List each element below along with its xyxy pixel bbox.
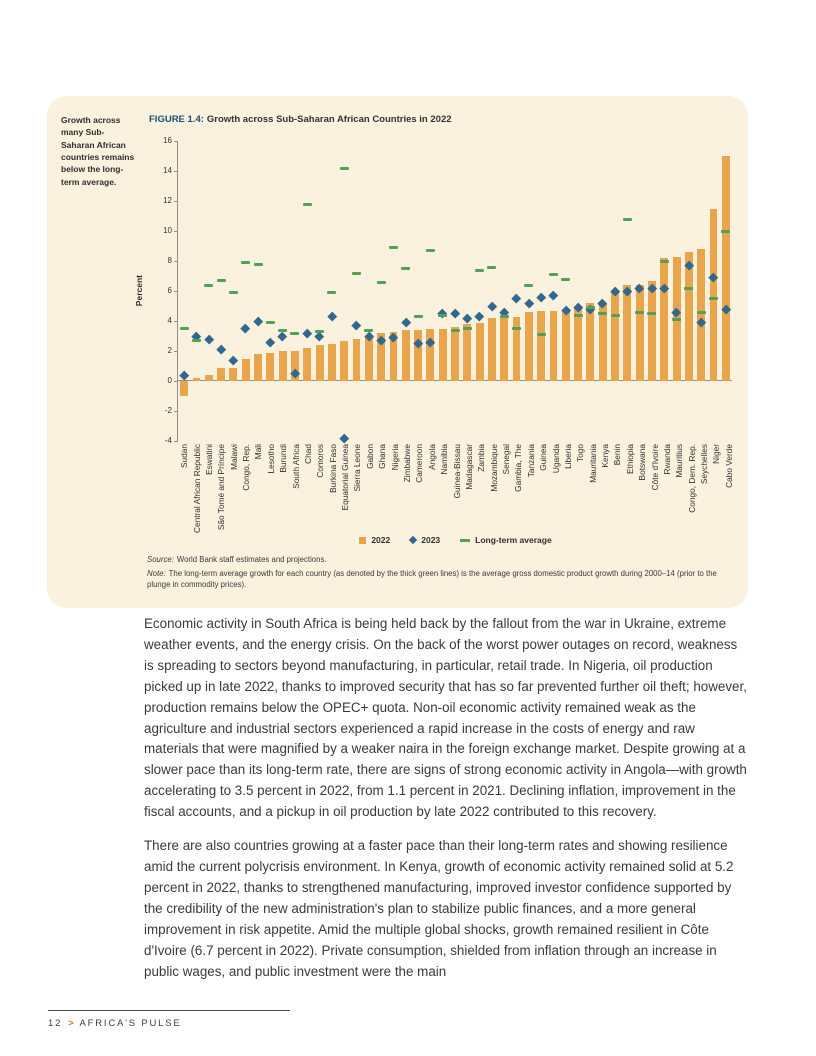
bar-2022	[550, 311, 558, 382]
long-term-average-dash	[524, 284, 533, 287]
bar-2022	[242, 359, 250, 382]
long-term-average-dash	[327, 291, 336, 294]
x-axis-label-text: Sierra Leone	[352, 444, 363, 492]
bar-2022	[636, 285, 644, 381]
page-footer	[48, 1010, 290, 1029]
x-axis-label-text: Cameroon	[414, 444, 425, 483]
x-axis-label-text: Nigeria	[389, 444, 400, 471]
long-term-average-dash	[598, 312, 607, 315]
diamond-2023	[450, 309, 459, 318]
note-text: The long-term average growth for each country (as denoted by the thick green lines) is the average gross domestic product growth during 2000–14 (prior to the plunge in commodity prices).	[147, 568, 717, 589]
x-axis-label-text: Uganda	[550, 444, 561, 474]
long-term-average-dash	[537, 333, 546, 336]
x-axis-label-text: Equatorial Guinea	[340, 444, 351, 511]
long-term-average-dash	[684, 287, 693, 290]
bar-2022	[328, 344, 336, 382]
x-axis-label-text: Comoros	[315, 444, 326, 478]
long-term-average-dash	[192, 339, 201, 342]
x-axis-labels	[177, 441, 734, 533]
bar-2022	[316, 345, 324, 381]
legend-label: 2022	[371, 535, 391, 545]
legend-bar-marker	[359, 537, 366, 544]
long-term-average-dash	[315, 330, 324, 333]
y-axis-tick-label: 0	[167, 376, 172, 385]
bar-2022	[426, 329, 434, 382]
x-axis-label-text: Zambia	[476, 444, 487, 472]
y-axis-tick-label: -4	[164, 436, 172, 445]
bar-2022	[229, 368, 237, 382]
long-term-average-dash	[463, 327, 472, 330]
legend-item	[359, 535, 390, 545]
diamond-2023	[524, 298, 533, 307]
x-axis-label-text: Mozambique	[488, 444, 499, 492]
bar-2022	[488, 318, 496, 381]
y-axis-title	[133, 141, 145, 441]
diamond-2023	[241, 324, 250, 333]
diamond-2023	[549, 291, 558, 300]
x-axis-label-text: Seychelles	[699, 444, 710, 485]
chart	[134, 136, 732, 445]
bar-2022	[660, 258, 668, 381]
bar-2022	[648, 281, 656, 382]
x-axis-label-text: Burundi	[278, 444, 289, 473]
bar-2022	[365, 336, 373, 381]
long-term-average-dash	[709, 297, 718, 300]
bar-2022	[586, 303, 594, 381]
x-axis-label-text: Lesotho	[265, 444, 276, 474]
long-term-average-dash	[721, 230, 730, 233]
x-axis-label-text: South Africa	[290, 444, 301, 489]
legend-item	[460, 535, 552, 545]
x-axis-label-text: Mauritius	[674, 444, 685, 478]
bar-2022	[623, 285, 631, 381]
x-axis-label-text: Togo	[575, 444, 586, 462]
diamond-2023	[512, 294, 521, 303]
long-term-average-dash	[389, 246, 398, 249]
y-axis-tick-mark	[174, 291, 178, 292]
x-axis-label-text: Liberia	[562, 444, 573, 469]
diamond-2023	[475, 312, 484, 321]
bar-2022	[402, 330, 410, 381]
diamond-2023	[327, 312, 336, 321]
long-term-average-dash	[611, 314, 620, 317]
x-axis-label-text: Congo, Rep.	[241, 444, 252, 491]
bar-2022	[697, 249, 705, 381]
long-term-average-dash	[586, 306, 595, 309]
diamond-2023	[463, 313, 472, 322]
y-axis-tick-mark	[174, 171, 178, 172]
x-axis-label-text: Zimbabwe	[401, 444, 412, 483]
x-axis-label-text: São Tomé and Príncipe	[216, 444, 227, 531]
x-axis-label-text: Benin	[612, 444, 623, 466]
x-axis-label-text: Central African Republic	[191, 444, 202, 534]
diamond-2023	[303, 328, 312, 337]
long-term-average-dash	[487, 266, 496, 269]
x-axis-label-text: Eswatini	[203, 444, 214, 475]
diamond-2023	[401, 318, 410, 327]
long-term-average-dash	[512, 327, 521, 330]
y-axis-tick-label: 14	[163, 166, 172, 175]
bar-2022	[476, 323, 484, 382]
legend-label: 2023	[421, 535, 441, 545]
footer-chevron: >	[68, 1018, 76, 1029]
x-axis-label-text: Guinea-Bissau	[451, 444, 462, 499]
long-term-average-dash	[352, 272, 361, 275]
diamond-2023	[266, 337, 275, 346]
y-axis-tick-label: 16	[163, 136, 172, 145]
long-term-average-dash	[278, 329, 287, 332]
long-term-average-dash	[426, 249, 435, 252]
diamond-2023	[204, 334, 213, 343]
figure-panel	[47, 96, 748, 608]
y-axis-tick-label: -2	[164, 406, 172, 415]
y-axis-tick-label: 12	[163, 196, 172, 205]
bar-2022	[279, 351, 287, 381]
figure-footnotes	[147, 555, 734, 591]
x-axis-label-text: Madagascar	[463, 444, 474, 490]
body-paragraph-2: There are also countries growing at a faster pace than their long-term rates and showing resilience amid the current polycrisis environment. In Kenya, growth of economic activity remained solid at 5.2 percent in 2022, thanks to strengthened manufacturing, improved investor confidence supported by the credibility of the new administration's plan to stabilize public finances, and a more general improvement in risk appetite. Amid the multiple global shocks, growth remained resilient in Côte d'Ivoire (6.7 percent in 2022). Private consumption, shielded from inflation through an increase in public wages, and public investment were the main	[144, 838, 734, 979]
diamond-2023	[229, 355, 238, 364]
bar-2022	[574, 308, 582, 382]
x-axis-label-text: Niger	[711, 444, 722, 464]
source-text: World Bank staff estimates and projections.	[176, 555, 327, 564]
x-axis-label-text: Gabon	[364, 444, 375, 469]
long-term-average-dash	[204, 284, 213, 287]
footer-report-title: AFRICA'S PULSE	[79, 1018, 182, 1029]
long-term-average-dash	[414, 315, 423, 318]
legend-item	[410, 535, 440, 545]
x-axis-label-text: Angola	[426, 444, 437, 470]
long-term-average-dash	[229, 291, 238, 294]
y-axis-tick-mark	[174, 141, 178, 142]
long-term-average-dash	[574, 314, 583, 317]
x-axis-label-text: Cabo Verde	[723, 444, 734, 488]
bar-2022	[439, 329, 447, 382]
body-paragraph-1: Economic activity in South Africa is being held back by the fallout from the war in Ukraine, extreme weather events, and the energy crisis. On the back of the worst power outages on record, weakness is spreading to sectors beyond manufacturing, in particular, retail trade. In Nigeria, oil production picked up in late 2022, thanks to improved security that has so far prevented further oil theft; however, production remains below the OPEC+ quota. Non-oil economic activity remained weak as the agriculture and industrial sectors experienced a rapid increase in the costs of energy and raw materials that were magnified by a weaker naira in the foreign exchange market. Despite growing at a slower pace than its long-term rate, there are signs of strong economic activity in Angola—with growth accelerating to 3.5 percent in 2022, from 1.1 percent in 2021. Declining inflation, improvement in the fiscal accounts, and a pickup in oil production by late 2022 contributed to this recovery.	[144, 616, 747, 820]
y-axis-tick-mark	[174, 351, 178, 352]
long-term-average-dash	[217, 279, 226, 282]
long-term-average-dash	[303, 203, 312, 206]
y-axis-tick-mark	[174, 201, 178, 202]
bar-2022	[525, 312, 533, 381]
bar-2022	[205, 375, 213, 381]
x-axis-label-text: Senegal	[501, 444, 511, 475]
diamond-2023	[216, 345, 225, 354]
chart-legend	[177, 535, 734, 545]
y-axis-title-text: Percent	[134, 275, 144, 307]
x-axis-label-text: Rwanda	[661, 444, 672, 475]
x-axis-label-text: Sudan	[179, 444, 190, 468]
bar-2022	[611, 291, 619, 381]
long-term-average-dash	[635, 311, 644, 314]
bar-2022	[254, 354, 262, 381]
figure-source-line	[147, 555, 734, 566]
long-term-average-dash	[241, 261, 250, 264]
figure-title	[149, 114, 734, 125]
figure-number-label: FIGURE 1.4:	[149, 114, 204, 125]
bar-2022	[562, 309, 570, 381]
long-term-average-dash	[364, 329, 373, 332]
plot-area	[163, 136, 732, 445]
bar-2022	[537, 311, 545, 382]
source-label: Source:	[147, 555, 174, 564]
y-axis-tick-label: 2	[167, 346, 172, 355]
diamond-2023	[487, 301, 496, 310]
long-term-average-dash	[266, 321, 275, 324]
diamond-2023	[180, 370, 189, 379]
bar-2022	[266, 353, 274, 382]
y-axis-tick-label: 6	[167, 286, 172, 295]
bar-2022	[217, 368, 225, 382]
page-number: 12	[48, 1018, 63, 1029]
x-axis-label-text: Kenya	[600, 444, 611, 468]
figure-sidenote: Growth across many Sub-Saharan African countries remains below the long-term average.	[61, 115, 135, 187]
long-term-average-dash	[340, 167, 349, 170]
long-term-average-dash	[500, 315, 509, 318]
figure-title-text: Growth across Sub-Saharan African Countries in 2022	[206, 114, 452, 125]
long-term-average-dash	[475, 269, 484, 272]
figure-content	[134, 112, 734, 594]
legend-dash-marker	[460, 539, 470, 542]
bar-2022	[685, 252, 693, 381]
bar-2022	[451, 327, 459, 381]
x-axis-label-text: Burkina Faso	[327, 444, 338, 493]
figure-note-line	[147, 569, 734, 591]
note-label: Note:	[147, 568, 166, 578]
y-axis-tick-label: 10	[163, 226, 172, 235]
bar-2022	[463, 324, 471, 381]
x-axis-label-text: Ghana	[377, 444, 388, 469]
bar-2022	[722, 156, 730, 381]
long-term-average-dash	[561, 278, 570, 281]
diamond-2023	[352, 321, 361, 330]
bar-2022	[193, 378, 201, 381]
long-term-average-dash	[290, 332, 299, 335]
long-term-average-dash	[401, 267, 410, 270]
bar-2022	[353, 339, 361, 381]
bar-2022	[303, 348, 311, 381]
x-axis-label-text: Chad	[302, 444, 313, 464]
bar-2022	[710, 209, 718, 382]
body-text	[144, 614, 748, 995]
x-axis-label-text: Mali	[253, 444, 264, 460]
legend-label: Long-term average	[475, 535, 552, 545]
legend-diamond-marker	[409, 536, 417, 544]
bar-2022	[340, 341, 348, 382]
x-axis-label-text: Gambia, The	[513, 444, 524, 492]
x-axis-label-text: Guinea	[538, 444, 549, 471]
x-axis-label-text: Malawi	[228, 444, 239, 470]
x-axis-label-text: Ethiopia	[624, 444, 635, 474]
y-axis-tick-mark	[174, 411, 178, 412]
long-term-average-dash	[438, 314, 447, 317]
y-axis-tick-mark	[174, 231, 178, 232]
x-axis-label-text: Namibia	[439, 444, 450, 475]
x-axis-label-text: Tanzania	[525, 444, 536, 478]
diamond-2023	[278, 331, 287, 340]
y-axis-tick-label: 8	[167, 256, 172, 265]
x-axis-label-text: Mauritania	[587, 444, 598, 483]
long-term-average-dash	[672, 318, 681, 321]
long-term-average-dash	[180, 327, 189, 330]
long-term-average-dash	[623, 218, 632, 221]
y-axis-tick-label: 4	[167, 316, 172, 325]
x-axis-label-text: Côte d'Ivoire	[649, 444, 660, 491]
diamond-2023	[537, 292, 546, 301]
bar-2022	[180, 381, 188, 396]
diamond-2023	[253, 316, 262, 325]
y-axis-tick-mark	[174, 321, 178, 322]
bar-2022	[500, 318, 508, 381]
x-axis-label-text: Botswana	[637, 444, 648, 481]
long-term-average-dash	[647, 312, 656, 315]
x-axis-label-text: Congo, Dem. Rep.	[686, 444, 697, 513]
long-term-average-dash	[660, 260, 669, 263]
long-term-average-dash	[549, 273, 558, 276]
long-term-average-dash	[697, 311, 706, 314]
y-axis-tick-mark	[174, 261, 178, 262]
long-term-average-dash	[254, 263, 263, 266]
long-term-average-dash	[451, 329, 460, 332]
long-term-average-dash	[377, 281, 386, 284]
